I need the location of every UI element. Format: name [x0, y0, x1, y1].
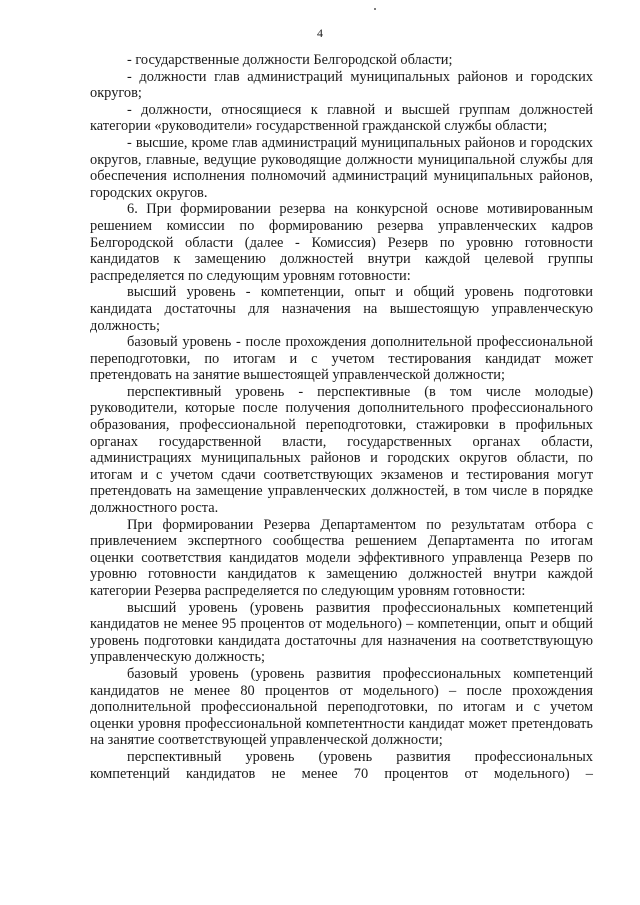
document-body [90, 52, 593, 782]
paragraph-basic-level: базовый уровень - после прохождения дополнительной профессиональной переподготовки, по итогам и с учетом тестирования кандидат может претендовать на занятие вышестоящей управленческой должности; [90, 334, 593, 384]
scan-dot [374, 8, 376, 10]
list-item-state-positions: - государственные должности Белгородской области; [127, 52, 453, 68]
paragraph-highest-level-95: высший уровень (уровень развития профессиональных компетенций кандидатов не менее 95 процентов от модельного) – компетенции, опыт и общий уровень подготовки кандидата достаточны для назначения на соответствующую управленческую должность; [90, 599, 593, 666]
paragraph-department-formation: При формировании Резерва Департаментом по результатам отбора с привлечением экспертного сообщества решением Департамента по итогам оценки соответствия кандидатов модели эффективного управленца Резерв по уровню готовности кандидатов к замещению должностей внутри каждой категории Резерва распределяется по следующим уровням готовности: [90, 516, 593, 599]
paragraph-highest-level: высший уровень - компетенции, опыт и общий уровень подготовки кандидата достаточны для назначения на вышестоящую управленческую должность; [90, 284, 593, 334]
list-item-municipal-positions: - высшие, кроме глав администраций муниципальных районов и городских округов, главные, ведущие руководящие должности муниципальной службы для обеспечения исполнения полномочий администраций муниципальных районов, городских округов. [90, 134, 593, 201]
paragraph-section-6: 6. При формировании резерва на конкурсной основе мотивированным решением комиссии по формированию резерва управленческих кадров Белгородской области (далее - Комиссия) Резерв по уровню готовности кандидатов к замещению должностей внутри каждой целевой группы распределяется по следующим уровням готовности: [90, 201, 593, 284]
paragraph-basic-level-80: базовый уровень (уровень развития профессиональных компетенций кандидатов не менее 80 процентов от модельного) – после прохождения дополнительной профессиональной переподготовки, по итогам и с учетом оценки уровня профессиональной компетентности кандидат может претендовать на занятие соответствующей управленческой должности; [90, 665, 593, 749]
paragraph-prospective-level-70: перспективный уровень (уровень развития профессиональных компетенций кандидатов не менее 70 процентов от модельного) – [90, 748, 593, 782]
list-item-head-positions: - должности глав администраций муниципальных районов и городских округов; [90, 68, 593, 102]
list-item-civil-service-positions: - должности, относящиеся к главной и высшей группам должностей категории «руководители» государственной гражданской службы области; [90, 101, 593, 135]
paragraph-prospective-level: перспективный уровень - перспективные (в том числе молодые) руководители, которые после получения дополнительного профессионального образования, профессиональной переподготовки, стажировки в профильных органах государственной власти, государственных органах области, администрациях муниципальных районов и городских округов области, по итогам и с учетом сдачи соответствующих экзаменов и тестирования могут претендовать на замещение управленческих должностей, в том числе в порядке должностного роста. [90, 383, 593, 517]
page-number: 4 [317, 26, 323, 40]
